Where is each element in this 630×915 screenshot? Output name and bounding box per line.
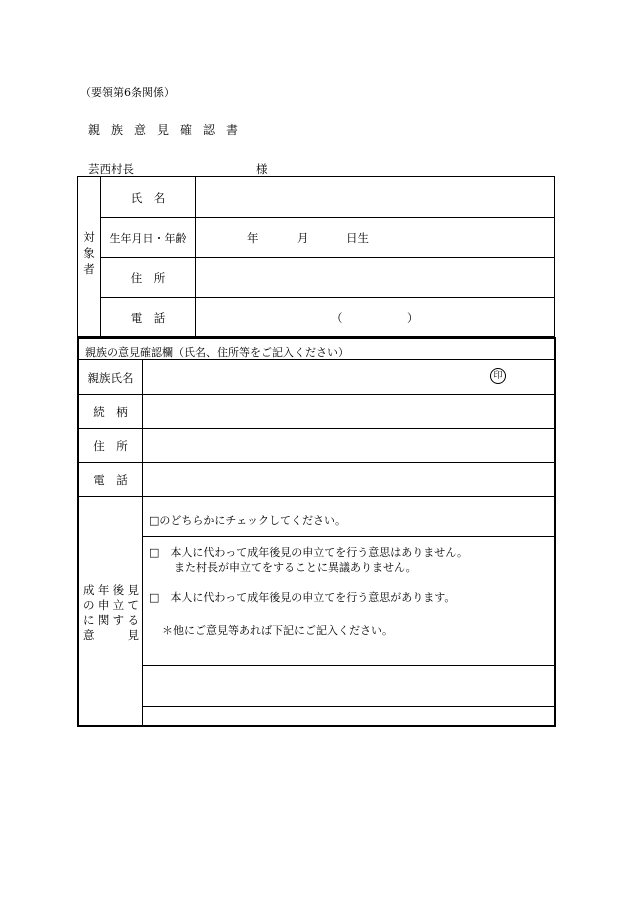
document-title: 親族意見確認書 — [88, 123, 250, 137]
check-instruction: □のどちらかにチェックしてください。 — [149, 514, 347, 527]
opinion-label: 成年後見 の申立て に関する 意 見 — [83, 583, 139, 642]
row-divider — [142, 536, 554, 537]
row-divider — [100, 217, 554, 218]
subject-name-field[interactable] — [196, 178, 554, 216]
option-no-petition[interactable]: □ 本人に代わって成年後見の申立てを行う意思はありません。 — [149, 546, 468, 559]
header-note: （要領第6条関係） — [80, 86, 175, 99]
option-no-petition-line2: また村長が申立てをすることに異議ありません。 — [174, 561, 417, 574]
relative-phone-field[interactable] — [143, 463, 554, 495]
relative-table-caption: 親族の意見確認欄（氏名、住所等をご記入ください） — [85, 346, 349, 359]
subject-address-label: 住 所 — [130, 271, 166, 285]
birth-month-unit: 月 — [297, 231, 309, 245]
seal-mark: 印 — [490, 368, 506, 384]
relative-phone-label: 電 話 — [93, 473, 128, 487]
honorific: 様 — [256, 162, 268, 176]
other-opinion-note: ＊他にご意見等あれば下記にご記入ください。 — [162, 624, 393, 637]
birth-day-unit: 日生 — [346, 231, 369, 245]
option-petition[interactable]: □ 本人に代わって成年後見の申立てを行う意思があります。 — [149, 591, 456, 604]
relative-name-label: 親族氏名 — [87, 371, 134, 385]
subject-side-label: 対 象 者 — [83, 230, 95, 276]
birth-year-unit: 年 — [247, 231, 259, 245]
relative-relationship-field[interactable] — [143, 395, 554, 427]
relative-relationship-label: 続 柄 — [93, 405, 128, 419]
relative-address-field[interactable] — [143, 429, 554, 461]
relative-name-field[interactable] — [143, 360, 483, 393]
addressee: 芸西村長 — [88, 162, 134, 176]
other-opinion-field-2[interactable] — [143, 707, 554, 725]
row-divider — [100, 297, 554, 298]
relative-table — [77, 337, 556, 727]
other-opinion-field-1[interactable] — [143, 666, 554, 705]
subject-birth-age-label: 生年月日・年齢 — [109, 232, 187, 245]
subject-name-label: 氏 名 — [130, 191, 166, 205]
subject-address-field[interactable] — [196, 258, 554, 296]
relative-address-label: 住 所 — [93, 439, 128, 453]
row-divider — [79, 496, 554, 497]
subject-table — [77, 176, 555, 337]
phone-paren-open: （ — [331, 311, 343, 325]
phone-paren-close: ） — [407, 311, 419, 325]
subject-phone-label: 電 話 — [130, 311, 166, 325]
